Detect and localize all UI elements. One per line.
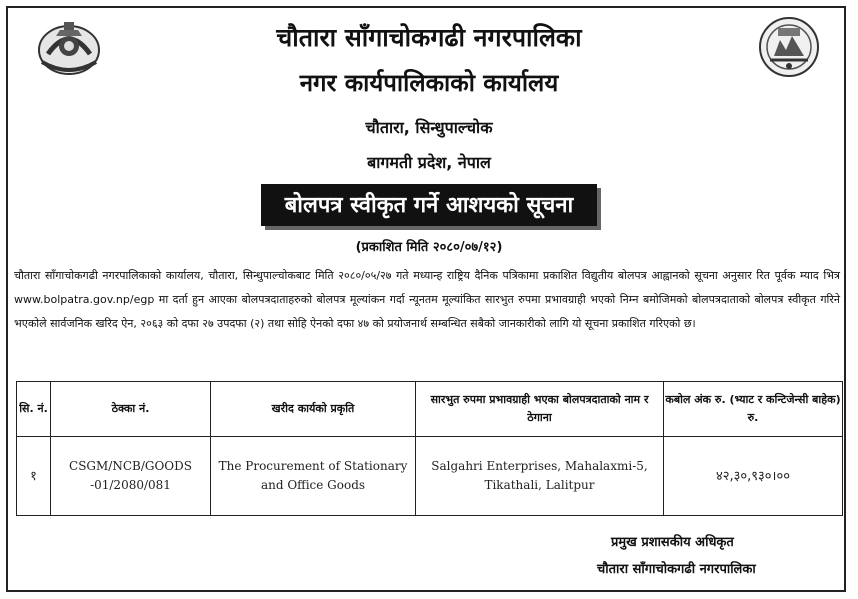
province-country: बागमती प्रदेश, नेपाल (367, 153, 491, 172)
signatory-office: चौतारा साँगाचोकगढी नगरपालिका (597, 562, 756, 577)
table-row (17, 437, 843, 516)
municipality-name: चौतारा साँगाचोकगढी नगरपालिका (276, 23, 582, 52)
notice-title-wrap (0, 184, 858, 226)
office-name: नगर कार्यपालिकाको कार्यालय (299, 69, 559, 97)
signatory-title: प्रमुख प्रशासकीय अधिकृत (611, 535, 734, 550)
col-header-bidder: सारभुत रुपमा प्रभावग्राही भएका बोलपत्रदाताको नाम र ठेगाना (416, 382, 664, 437)
col-header-serial: सि. नं. (17, 382, 51, 437)
published-date: (प्रकाशित मिति २०८०/०७/१२) (355, 240, 503, 255)
cell-bid-amount: ४२,३०,९३०।०० (664, 437, 843, 516)
cell-bidder: Salgahri Enterprises, Mahalaxmi-5, Tikathali, Lalitpur (416, 437, 664, 516)
notice-body: चौतारा साँगाचोकगढी नगरपालिकाको कार्यालय, चौतारा, सिन्धुपाल्चोकबाट मिति २०८०/०५/२७ गते मध्यान्ह राष्ट्रिय दैनिक पत्रिकामा प्रकाशित विद्युतीय बोलपत्र आह्वानको सूचना अनुसार रित पूर्वक म्याद भित्र www.bolpatra.gov.np/egp मा दर्ता हुन आएका बोलपत्रदाताहरुको बोलपत्र मूल्यांकन गर्दा न्यूनतम मूल्यांकित सारभुत रुपमा प्रभावग्राही भएको निम्न बमोजिमको बोलपत्रदाताको बोलपत्र स्वीकृत गरिने भएकोले सार्वजनिक खरिद ऐन, २०६३ को दफा २७ उपदफा (२) तथा सोहि ऐनको दफा ४७ को प्रयोजनार्थ सम्बन्धित सबैको जानकारीको लागि यो सूचना प्रकाशित गरिएको छ। (14, 269, 840, 330)
cell-contract-no: CSGM/NCB/GOODS -01/2080/081 (51, 437, 211, 516)
bid-table (16, 381, 843, 516)
notice-title: बोलपत्र स्वीकृत गर्ने आशयको सूचना (261, 184, 598, 226)
office-address: चौतारा, सिन्धुपाल्चोक (365, 118, 493, 137)
table-header-row (17, 382, 843, 437)
col-header-procurement-nature: खरीद कार्यको प्रकृति (211, 382, 416, 437)
col-header-bid-amount: कबोल अंक रु. (भ्याट र कन्टिजेन्सी बाहेक) रु. (664, 382, 843, 437)
col-header-contract-no: ठेक्का नं. (51, 382, 211, 437)
cell-procurement-nature: The Procurement of Stationary and Office Goods (211, 437, 416, 516)
cell-serial: १ (17, 437, 51, 516)
